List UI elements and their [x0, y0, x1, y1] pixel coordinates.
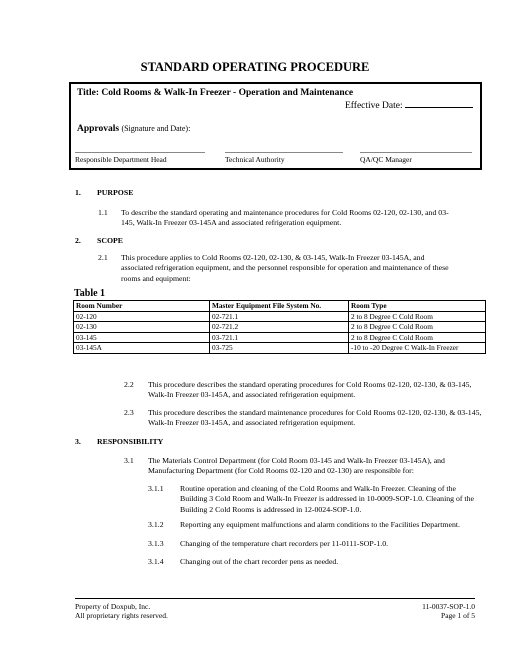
- table-row: [74, 311, 486, 322]
- paragraph-text: This procedure describes the standard operating procedures for Cold Rooms 02-120, 02-130, & 03-145, Walk-In Freezer 03-145A, and associated refrigeration equipment.: [148, 380, 472, 400]
- table-row: [74, 332, 486, 343]
- table-cell: 02-120: [74, 311, 210, 322]
- paragraph-text: The Materials Control Department (for Cold Room 03-145 and Walk-In Freezer 03-145A), and Manufacturing Department (for Cold Rooms 02-120 and 02-130) are responsible for:: [148, 456, 445, 476]
- table-header: Room Number: [74, 301, 210, 312]
- signature-line: [225, 152, 343, 153]
- sop-title: Title: Cold Rooms & Walk-In Freezer - Operation and Maintenance: [77, 88, 354, 98]
- paragraph-number: 3.1.1: [148, 484, 164, 493]
- signature-label: QA/QC Manager: [360, 155, 412, 164]
- table-cell: 03-145A: [74, 343, 210, 354]
- paragraph-number: 3.1: [124, 456, 134, 465]
- table-cell: 02-721.2: [210, 322, 349, 333]
- table-row: [74, 322, 486, 333]
- paragraph-number: 3.1.3: [148, 539, 164, 548]
- effective-date: Effective Date:: [345, 99, 473, 111]
- paragraph-number: 2.3: [124, 408, 134, 417]
- paragraph-number: 1.1: [98, 208, 108, 217]
- table-cell: 2 to 8 Degree C Cold Room: [349, 311, 486, 322]
- paragraph-text: This procedure applies to Cold Rooms 02-120, 02-130, & 03-145, Walk-In Freezer 03-145A, and associated refrigeration equipment, and the personnel responsible for operation and maintenance of these rooms and equipment:: [121, 253, 449, 283]
- document-title: STANDARD OPERATING PROCEDURE: [140, 60, 370, 74]
- table-cell: 02-130: [74, 322, 210, 333]
- table-row: [74, 343, 486, 354]
- table-header: Room Type: [349, 301, 486, 312]
- paragraph-number: 2.2: [124, 380, 134, 389]
- section-heading-responsibility: RESPONSIBILITY: [97, 437, 164, 446]
- footer-right: 11-0037-SOP-1.0 Page 1 of 5: [422, 602, 475, 620]
- section-heading-scope: SCOPE: [97, 236, 123, 245]
- paragraph-text: To describe the standard operating and maintenance procedures for Cold Rooms 02-120, 02-130, and 03- 145, Walk-In Freezer 03-145A and associated refrigeration equipment.: [121, 208, 449, 228]
- table-cell: 03-145: [74, 332, 210, 343]
- section-heading-purpose: PURPOSE: [97, 188, 134, 197]
- room-table: [73, 300, 486, 354]
- table-cell: 03-721.1: [210, 332, 349, 343]
- paragraph-number: 3.1.2: [148, 520, 164, 529]
- table-cell: 02-721.1: [210, 311, 349, 322]
- section-number: 3.: [75, 437, 81, 446]
- table-header: Master Equipment File System No.: [210, 301, 349, 312]
- table-header-row: [74, 301, 486, 312]
- footer-left: Property of Doxpub, Inc. All proprietary rights reserved.: [75, 602, 168, 620]
- table-caption: Table 1: [74, 288, 106, 299]
- table-cell: 03-725: [210, 343, 349, 354]
- paragraph-text: This procedure describes the standard maintenance procedures for Cold Rooms 02-120, 02-130, & 03-145, Walk-In Freezer 03-145A, and associated refrigeration equipment.: [148, 408, 482, 428]
- paragraph-text: Changing of the temperature chart recorders per 11-0111-SOP-1.0.: [180, 539, 389, 548]
- table-cell: 2 to 8 Degree C Cold Room: [349, 322, 486, 333]
- signature-line: [75, 152, 205, 153]
- paragraph-text: Changing out of the chart recorder pens as needed.: [180, 557, 339, 566]
- paragraph-number: 2.1: [98, 253, 108, 262]
- approvals-label: Approvals (Signature and Date):: [77, 124, 191, 134]
- paragraph-number: 3.1.4: [148, 557, 164, 566]
- signature-label: Responsible Department Head: [75, 155, 167, 164]
- paragraph-text: Reporting any equipment malfunctions and alarm conditions to the Facilities Department.: [180, 520, 460, 529]
- paragraph-text: Routine operation and cleaning of the Cold Rooms and Walk-In Freezer. Cleaning of the Building 3 Cold Room and Walk-In Freezer is addressed in 10-0009-SOP-1.0. Cleaning of the Building 2 Cold Rooms is addressed in 12-0024-SOP-1.0.: [180, 484, 474, 514]
- section-number: 1.: [75, 188, 81, 197]
- signature-line: [360, 152, 472, 153]
- signature-label: Technical Authority: [225, 155, 285, 164]
- table-cell: -10 to -20 Degree C Walk-In Freezer: [349, 343, 486, 354]
- section-number: 2.: [75, 236, 81, 245]
- footer-divider: [75, 598, 475, 599]
- table-cell: 2 to 8 Degree C Cold Room: [349, 332, 486, 343]
